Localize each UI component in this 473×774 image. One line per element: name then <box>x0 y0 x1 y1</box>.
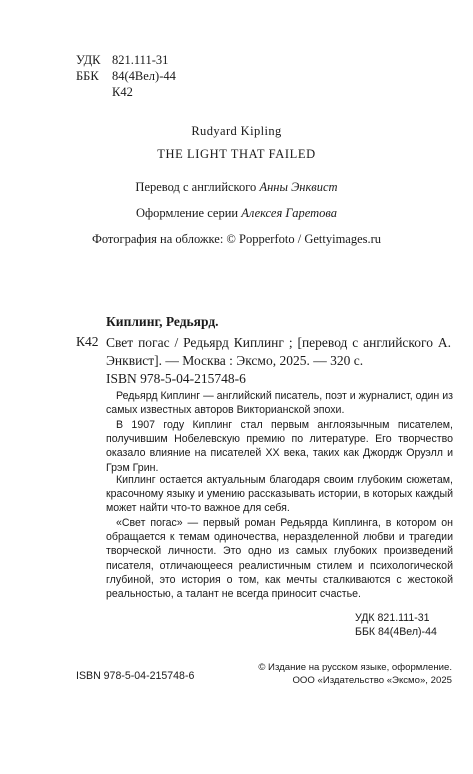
bbk-row <box>76 68 176 84</box>
translator-name: Анны Энквист <box>259 180 338 194</box>
design-prefix: Оформление серии <box>136 206 239 220</box>
photo-credit: Фотография на обложке: © Popperfoto / Gettyimages.ru <box>91 232 382 246</box>
footer-isbn: ISBN 978-5-04-215748-6 <box>76 670 195 682</box>
annotation-paragraph-4 <box>106 516 453 601</box>
udk-row <box>76 52 176 68</box>
designer-name: Алексея Гаретова <box>241 206 337 220</box>
annotation-paragraph-1 <box>106 389 453 417</box>
translation-credit <box>0 180 473 195</box>
catalog-isbn: ISBN 978-5-04-215748-6 <box>106 371 246 386</box>
footer-classification <box>355 611 437 639</box>
udk-label: УДК <box>76 53 101 67</box>
annotation-text: «Свет погас» — первый роман Редьярда Киплинга, в котором он обращается к темам одиночества, неразделенной любви и трагедии творческой личности. Это одно из самых глубоких произведений писателя, отличающееся реалистичным стилем и психологической глубиной, это история о том, как мечты сталкиваются с жестокой реальностью, а талант не всегда приносит счастье. <box>106 517 453 601</box>
bbk-value: 84(4Вел)-44 <box>112 69 176 83</box>
copyright-line-2: ООО «Издательство «Эксмо», 2025 <box>292 675 452 686</box>
copyright-notice <box>230 661 452 687</box>
bbk-label: ББК <box>76 69 99 83</box>
annotation-paragraph-2 <box>106 418 453 475</box>
title-english: THE LIGHT THAT FAILED <box>157 147 316 161</box>
udk-value: 821.111-31 <box>112 53 169 67</box>
author-code: К42 <box>112 85 133 99</box>
author-name-english: Rudyard Kipling <box>191 124 282 138</box>
annotation-paragraph-3 <box>106 473 453 516</box>
catalog-code: К42 <box>76 334 99 349</box>
translation-prefix: Перевод с английского <box>135 180 257 194</box>
annotation-text: Киплинг остается актуальным благодаря своим глубоким сюжетам, красочному языку и умению рассказывать истории, в которых каждый может найти что-то важное для себя. <box>106 474 453 515</box>
annotation-text: Редьярд Киплинг — английский писатель, поэт и журналист, один из самых известных авторов Викторианской эпохи. <box>106 390 453 417</box>
footer-udk: УДК 821.111-31 <box>355 612 430 624</box>
annotation-text: В 1907 году Киплинг стал первым англоязычным писателем, получившим Нобелевскую премию по литературе. Его творчество оказало влияние на писателей XX века, таких как Джордж Оруэлл и Грэм Грин. <box>106 419 453 474</box>
copyright-line-1: © Издание на русском языке, оформление. <box>258 662 452 673</box>
catalog-description: Свет погас / Редьярд Киплинг ; [перевод с английского А. Энквист]. — Москва : Эксмо, 2025. — 320 с. <box>106 335 451 368</box>
classification-block <box>76 52 176 100</box>
design-credit <box>0 206 473 221</box>
catalog-author-heading: Киплинг, Редьярд. <box>106 314 219 329</box>
footer-bbk: ББК 84(4Вел)-44 <box>355 626 437 638</box>
